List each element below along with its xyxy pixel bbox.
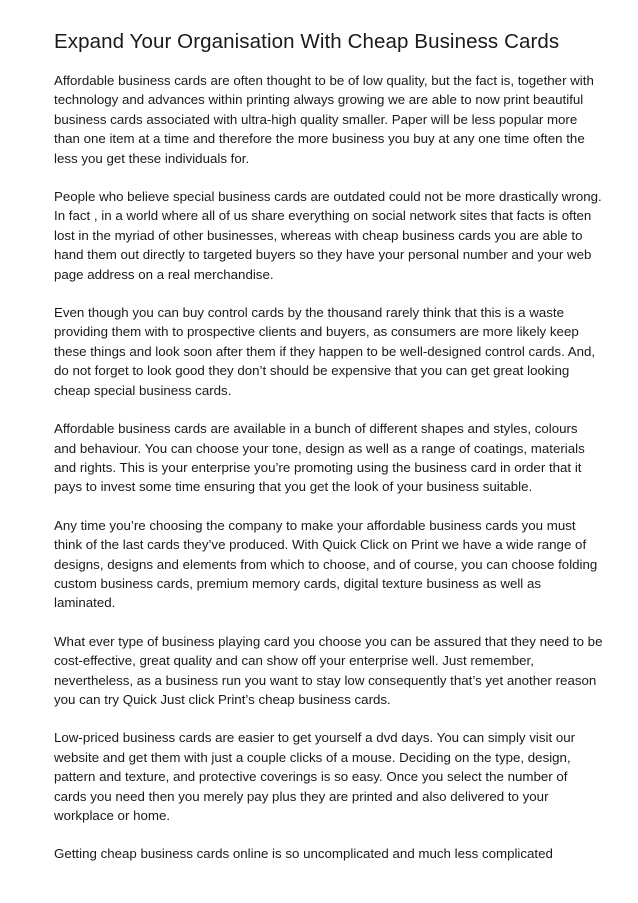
paragraph-line: cards you need then you merely pay plus they are printed and also delivered to your	[54, 788, 549, 804]
paragraph-line: these things and look soon after them if they happen to be well-designed control cards. And,	[54, 343, 596, 359]
paragraph-line: technology and advances within printing always growing we are able to now print beautiful	[54, 92, 584, 108]
paragraph-line: People who believe special business cards are outdated could not be more drastically wrong.	[54, 189, 602, 205]
paragraph	[54, 728, 599, 825]
paragraph-line: providing them with to prospective clients and buyers, as consumers are more likely keep	[54, 324, 579, 340]
paragraph-line: Any time you’re choosing the company to make your affordable business cards you must	[54, 517, 576, 533]
paragraph-line: business cards associated with ultra-high quality smaller. Paper will be less popular more	[54, 111, 578, 127]
paragraph-line: cost-effective, great quality and can show off your enterprise well. Just remember,	[54, 653, 534, 669]
document-page	[54, 0, 603, 883]
paragraph-line: less you get these individuals for.	[54, 150, 250, 166]
paragraph-line: laminated.	[54, 595, 116, 611]
paragraph-line: Even though you can buy control cards by the thousand rarely think that this is a waste	[54, 305, 565, 321]
paragraph	[54, 844, 599, 863]
paragraph-line: and behaviour. You can choose your tone, design as well as a range of coatings, materials	[54, 440, 585, 456]
paragraph-line: website and get them with just a couple clicks of a mouse. Deciding on the type, design,	[54, 749, 571, 765]
paragraph-line: Affordable business cards are often thought to be of low quality, but the fact is, together with	[54, 73, 594, 88]
paragraph-line: custom business cards, premium memory cards, digital texture business as well as	[54, 575, 541, 591]
document-title: Expand Your Organisation With Cheap Business Cards	[54, 30, 560, 53]
paragraph-line: Affordable business cards are available in a bunch of different shapes and styles, colours	[54, 421, 578, 437]
paragraph-line: designs, designs and elements from which to choose, and of course, you can choose folding	[54, 556, 598, 572]
paragraph	[54, 71, 599, 168]
paragraph-line: Getting cheap business cards online is so uncomplicated and much less complicated	[54, 846, 553, 862]
paragraph	[54, 516, 599, 613]
paragraph-line: What ever type of business playing card you choose you can be assured that they need to be	[54, 633, 603, 649]
paragraph-line: do not forget to look good they don’t should be expensive that you can get great looking	[54, 363, 570, 379]
paragraph-line: pattern and texture, and protective coverings is so easy. Once you select the number of	[54, 769, 568, 785]
paragraph-line: nevertheless, as a business run you want to stay low consequently that’s yet another reason	[54, 672, 597, 688]
paragraph-line: cheap special business cards.	[54, 382, 232, 398]
paragraph-line: hand them out directly to targeted buyers so they have your personal number and your web	[54, 247, 592, 263]
paragraph-line: In fact , in a world where all of us share everything on social network sites that facts is often	[54, 208, 592, 224]
paragraph-line: you can try Quick Just click Print’s cheap business cards.	[54, 691, 391, 707]
paragraph	[54, 187, 602, 284]
paragraph-line: lost in the myriad of other businesses, whereas with cheap business cards you are able to	[54, 227, 583, 243]
paragraph-line: page address on a real merchandise.	[54, 266, 274, 282]
paragraph	[54, 632, 603, 710]
paragraph-line: than one item at a time and therefore the more business you buy at any one time often the	[54, 131, 585, 147]
paragraph-line: pays to invest some time ensuring that you get the look of your business suitable.	[54, 479, 533, 495]
paragraph-line: Low-priced business cards are easier to get yourself a dvd days. You can simply visit our	[54, 730, 576, 746]
paragraph-line: and rights. This is your enterprise you’re promoting using the business card in order that it	[54, 459, 582, 475]
document-body	[54, 71, 603, 864]
paragraph-line: think of the last cards they’ve produced. With Quick Click on Print we have a wide range of	[54, 537, 587, 553]
paragraph-line: workplace or home.	[54, 808, 171, 823]
paragraph	[54, 419, 599, 497]
paragraph	[54, 303, 599, 400]
